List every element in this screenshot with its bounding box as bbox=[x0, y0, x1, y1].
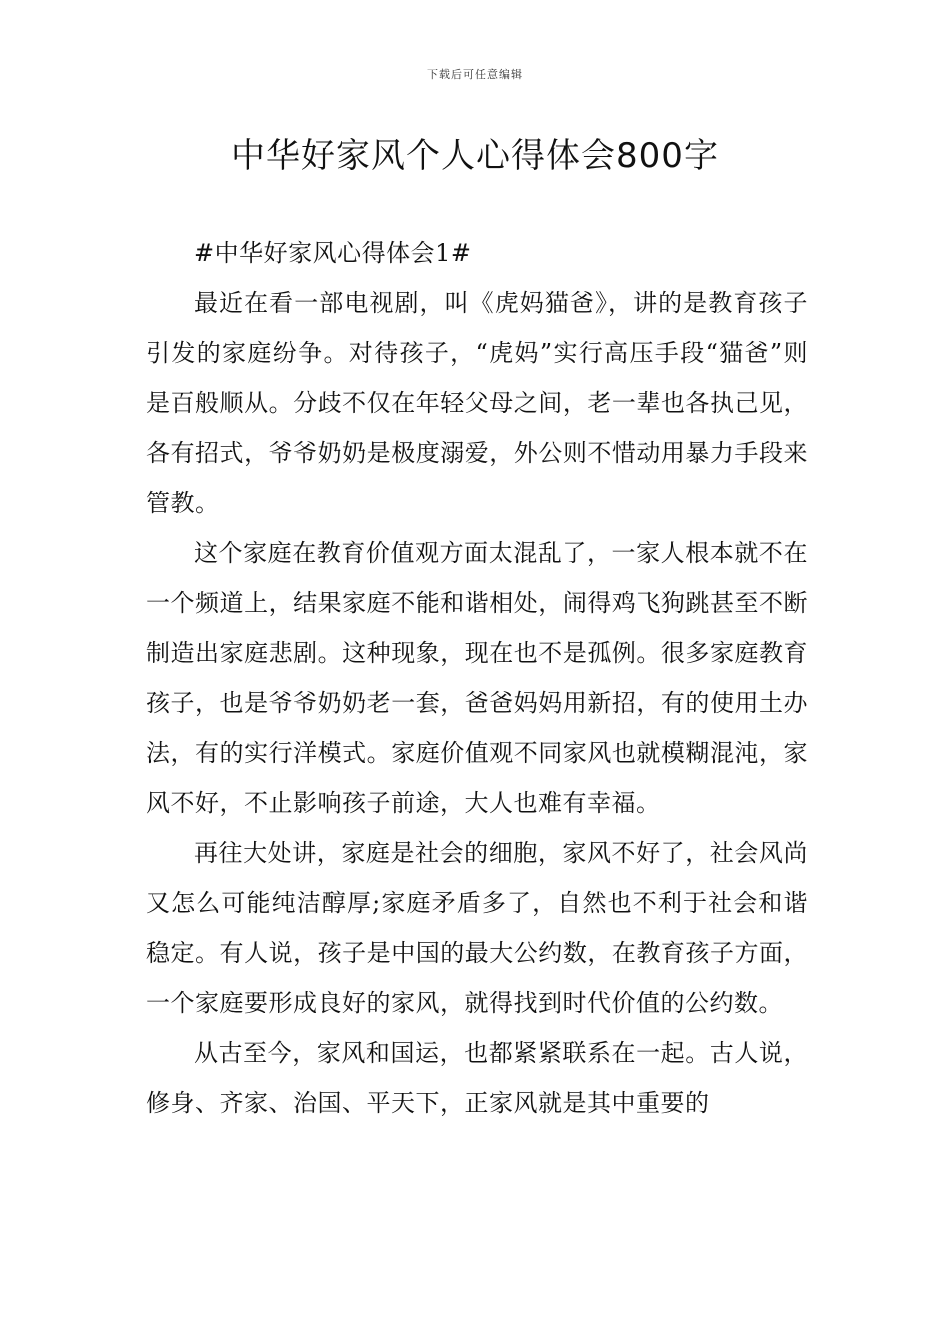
page-header-note: 下载后可任意编辑 bbox=[427, 68, 523, 81]
paragraph-4: 从古至今，家风和国运，也都紧紧联系在一起。古人说，修身、齐家、治国、平天下，正家风就是其中重要的 bbox=[146, 1039, 808, 1117]
document-body bbox=[146, 228, 808, 1128]
paragraph-2: 这个家庭在教育价值观方面太混乱了，一家人根本就不在一个频道上，结果家庭不能和谐相处，闹得鸡飞狗跳甚至不断制造出家庭悲剧。这种现象，现在也不是孤例。很多家庭教育孩子，也是爷爷奶奶老一套，爸爸妈妈用新招，有的使用土办法，有的实行洋模式。家庭价值观不同家风也就模糊混沌，家风不好，不止影响孩子前途，大人也难有幸福。 bbox=[146, 539, 808, 817]
paragraph-1: 最近在看一部电视剧，叫《虎妈猫爸》，讲的是教育孩子引发的家庭纷争。对待孩子，“虎妈”实行高压手段“猫爸”则是百般顺从。分歧不仅在年轻父母之间，老一辈也各执己见，各有招式，爷爷奶奶是极度溺爱，外公则不惜动用暴力手段来管教。 bbox=[146, 289, 808, 517]
paragraph-3: 再往大处讲，家庭是社会的细胞，家风不好了，社会风尚又怎么可能纯洁醇厚;家庭矛盾多了，自然也不利于社会和谐稳定。有人说，孩子是中国的最大公约数，在教育孩子方面，一个家庭要形成良好的家风，就得找到时代价值的公约数。 bbox=[146, 839, 808, 1017]
section-heading: #中华好家风心得体会1# bbox=[194, 239, 472, 267]
document-title: 中华好家风个人心得体会800字 bbox=[231, 136, 719, 176]
